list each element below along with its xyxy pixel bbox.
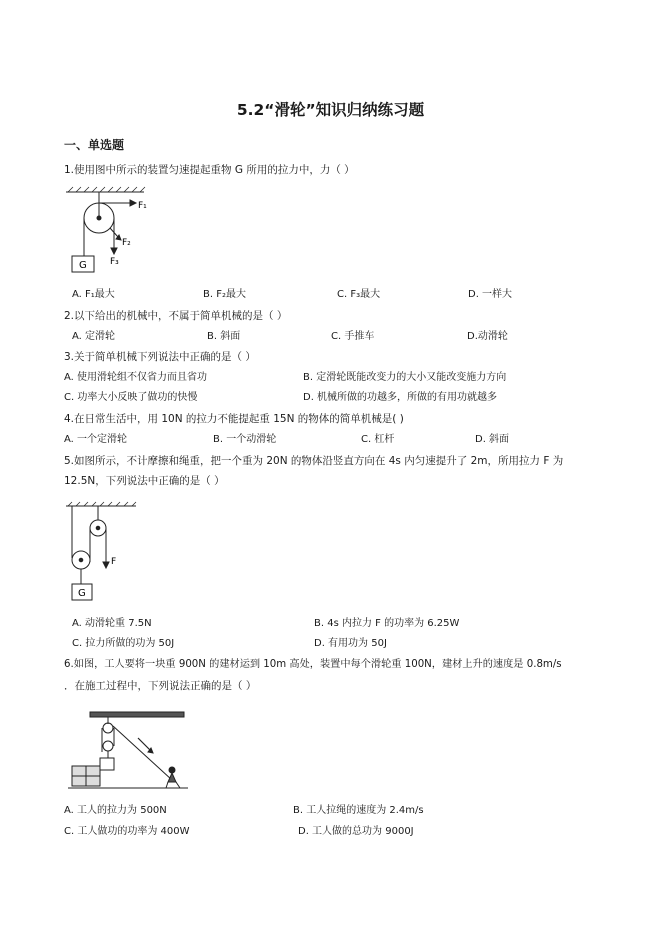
material-stack-2 bbox=[86, 766, 100, 776]
question-5-stem-line1: 5.如图所示，不计摩擦和绳重，把一个重为 20N 的物体沿竖直方向在 4s 内匀速提升了 2m，所用拉力 F 为 bbox=[64, 455, 564, 467]
q5-option-c[interactable]: C. 拉力所做的功为 50J bbox=[72, 638, 175, 649]
question-6-stem-line2: ．在施工过程中，下列说法正确的是（ ） bbox=[64, 680, 257, 692]
question-5-stem-line2: 12.5N，下列说法中正确的是（ ） bbox=[64, 475, 225, 487]
label-f1: F₁ bbox=[138, 201, 147, 211]
q1-option-b[interactable]: B. F₂最大 bbox=[203, 289, 246, 300]
question-3-stem: 3.关于简单机械下列说法中正确的是（ ） bbox=[64, 351, 256, 363]
material-stack-1 bbox=[72, 766, 86, 776]
q4-option-c[interactable]: C. 杠杆 bbox=[361, 434, 395, 445]
label-f2: F₂ bbox=[122, 238, 131, 248]
q5-option-d[interactable]: D. 有用功为 50J bbox=[314, 638, 387, 649]
hoisted-material bbox=[100, 758, 114, 770]
arrow-f bbox=[103, 562, 109, 568]
q2-option-b[interactable]: B. 斜面 bbox=[207, 331, 241, 342]
q1-option-c[interactable]: C. F₃最大 bbox=[337, 289, 381, 300]
q4-option-a[interactable]: A. 一个定滑轮 bbox=[64, 434, 128, 445]
q6-option-d[interactable]: D. 工人做的总功为 9000J bbox=[298, 826, 414, 837]
movable-pulley bbox=[103, 741, 113, 751]
arrow-f3 bbox=[111, 248, 117, 254]
overhead-beam bbox=[90, 712, 184, 717]
section-heading: 一、单选题 bbox=[64, 138, 125, 152]
q4-option-b[interactable]: B. 一个动滑轮 bbox=[213, 434, 277, 445]
q5-option-b[interactable]: B. 4s 内拉力 F 的功率为 6.25W bbox=[314, 618, 460, 629]
q3-option-b[interactable]: B. 定滑轮既能改变力的大小又能改变施力方向 bbox=[303, 372, 507, 383]
q1-option-a[interactable]: A. F₁最大 bbox=[72, 289, 115, 300]
label-g: G bbox=[78, 588, 86, 599]
arrow-f1 bbox=[130, 200, 136, 206]
label-f: F bbox=[111, 557, 117, 567]
material-stack-3 bbox=[72, 776, 86, 786]
q3-option-d[interactable]: D. 机械所做的功越多，所做的有用功就越多 bbox=[303, 392, 498, 403]
q2-option-a[interactable]: A. 定滑轮 bbox=[72, 331, 116, 342]
question-6-stem-line1: 6.如图，工人要将一块重 900N 的建材运到 10m 高处，装置中每个滑轮重 100N，建材上升的速度是 0.8m/s bbox=[64, 659, 562, 670]
q4-option-d[interactable]: D. 斜面 bbox=[475, 434, 510, 445]
pulley-axle bbox=[97, 216, 101, 220]
question-6-figure bbox=[64, 708, 192, 792]
q3-option-c[interactable]: C. 功率大小反映了做功的快慢 bbox=[64, 392, 198, 403]
q5-option-a[interactable]: A. 动滑轮重 7.5N bbox=[72, 618, 152, 629]
question-1-figure bbox=[64, 184, 164, 276]
q6-option-b[interactable]: B. 工人拉绳的速度为 2.4m/s bbox=[293, 805, 424, 816]
question-5-figure bbox=[64, 500, 144, 606]
label-g: G bbox=[79, 260, 87, 271]
q1-option-d[interactable]: D. 一样大 bbox=[468, 289, 513, 300]
worker-rope bbox=[113, 726, 172, 780]
ceiling-hatch bbox=[68, 187, 145, 192]
q2-option-d[interactable]: D.动滑轮 bbox=[467, 331, 508, 342]
question-1-stem: 1.使用图中所示的装置匀速提起重物 G 所用的拉力中，力（ ） bbox=[64, 164, 355, 176]
q2-option-c[interactable]: C. 手推车 bbox=[331, 331, 375, 342]
fixed-pulley bbox=[103, 723, 113, 733]
worker-leg bbox=[166, 782, 168, 788]
question-4-stem: 4.在日常生活中，用 10N 的拉力不能提起重 15N 的物体的简单机械是( ) bbox=[64, 413, 404, 425]
rope-direction-arrow bbox=[138, 738, 150, 750]
ceiling-hatch bbox=[68, 502, 136, 506]
material-stack-4 bbox=[86, 776, 100, 786]
q6-option-a[interactable]: A. 工人的拉力为 500N bbox=[64, 805, 167, 816]
q3-option-a[interactable]: A. 使用滑轮组不仅省力而且省功 bbox=[64, 372, 208, 383]
worker-leg bbox=[176, 782, 180, 788]
question-2-stem: 2.以下给出的机械中，不属于简单机械的是（ ） bbox=[64, 310, 288, 322]
q6-option-c[interactable]: C. 工人做功的功率为 400W bbox=[64, 826, 190, 837]
page-title: 5.2“滑轮”知识归纳练习题 bbox=[236, 101, 425, 119]
label-f3: F₃ bbox=[110, 257, 119, 267]
